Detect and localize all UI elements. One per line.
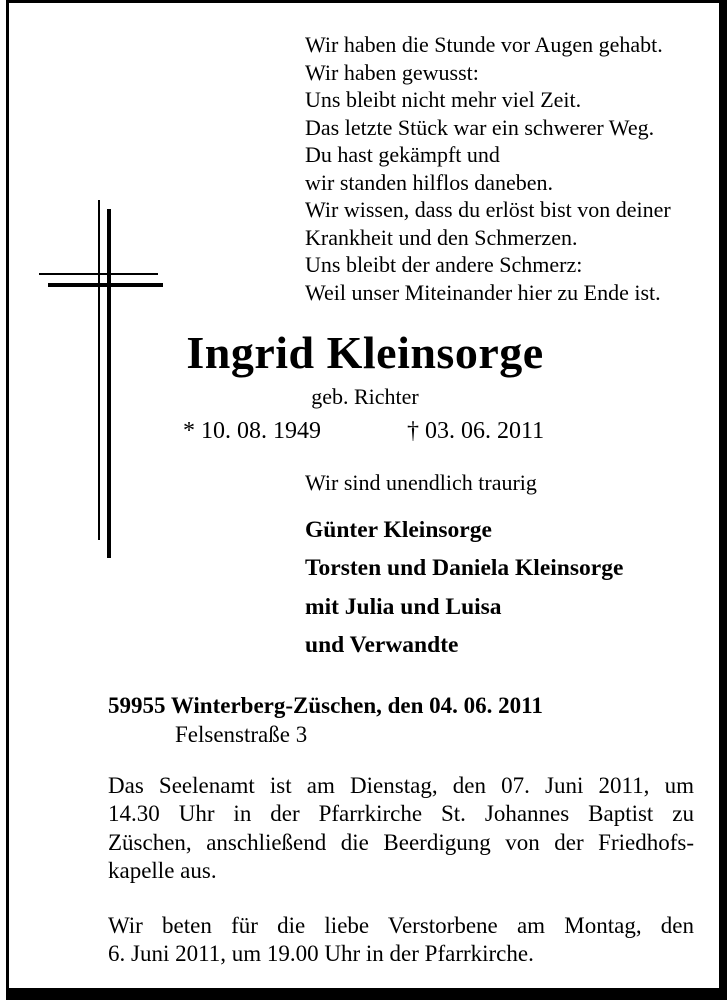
verse-line: Wir haben die Stunde vor Augen gehabt. (305, 32, 663, 57)
prayer-notice-line: Wir beten für die liebe Verstorbene am Montag, den (108, 913, 694, 938)
verse-line: Wir wissen, dass du erlöst bist von deiner (305, 197, 671, 222)
birth-date: * 10. 08. 1949 (183, 418, 321, 444)
verse-line: Das letzte Stück war ein schwerer Weg. (305, 114, 655, 140)
street-line: Felsenstraße 3 (175, 722, 308, 747)
verse-line: Krankheit und den Schmerzen. (305, 224, 578, 250)
verse-line: Uns bleibt der andere Schmerz: (305, 252, 583, 277)
prayer-notice (108, 912, 694, 969)
mourner-line: und Verwandte (305, 632, 459, 658)
deceased-name: Ingrid Kleinsorge (186, 327, 544, 378)
service-notice-line: kapelle aus. (108, 858, 217, 884)
service-notice-line: Das Seelenamt ist am Dienstag, den 07. Juni 2011, um (108, 773, 694, 798)
mourner-line: mit Julia und Luisa (305, 594, 502, 620)
cross-horizontal-thick-line (48, 283, 163, 287)
prayer-notice-line: 6. Juni 2011, um 19.00 Uhr in der Pfarrkirche. (108, 941, 534, 967)
mourner-line: Torsten und Daniela Kleinsorge (305, 555, 624, 581)
verse-line: Du hast gekämpft und (305, 142, 500, 167)
maiden-name: geb. Richter (311, 384, 419, 409)
service-notice-line: Züschen, anschließend die Beerdigung von der Friedhofs- (108, 829, 694, 855)
deceased-name-block (95, 327, 635, 410)
mourner-line: Günter Kleinsorge (305, 517, 492, 543)
cross-horizontal-thin-line (39, 273, 158, 275)
opening-verse (305, 31, 671, 306)
death-date: † 03. 06. 2011 (407, 418, 545, 444)
grief-statement: Wir sind unendlich traurig (305, 470, 537, 495)
verse-line: Uns bleibt nicht mehr viel Zeit. (305, 87, 582, 112)
service-notice (108, 772, 694, 886)
verse-line: Weil unser Miteinander hier zu Ende ist. (305, 279, 661, 305)
place-date-line: 59955 Winterberg-Züschen, den 04. 06. 2011 (108, 693, 543, 718)
verse-line: wir standen hilflos daneben. (305, 169, 554, 195)
service-notice-line: 14.30 Uhr in der Pfarrkirche St. Johannes Baptist zu (108, 801, 694, 827)
verse-line: Wir haben gewusst: (305, 59, 479, 85)
